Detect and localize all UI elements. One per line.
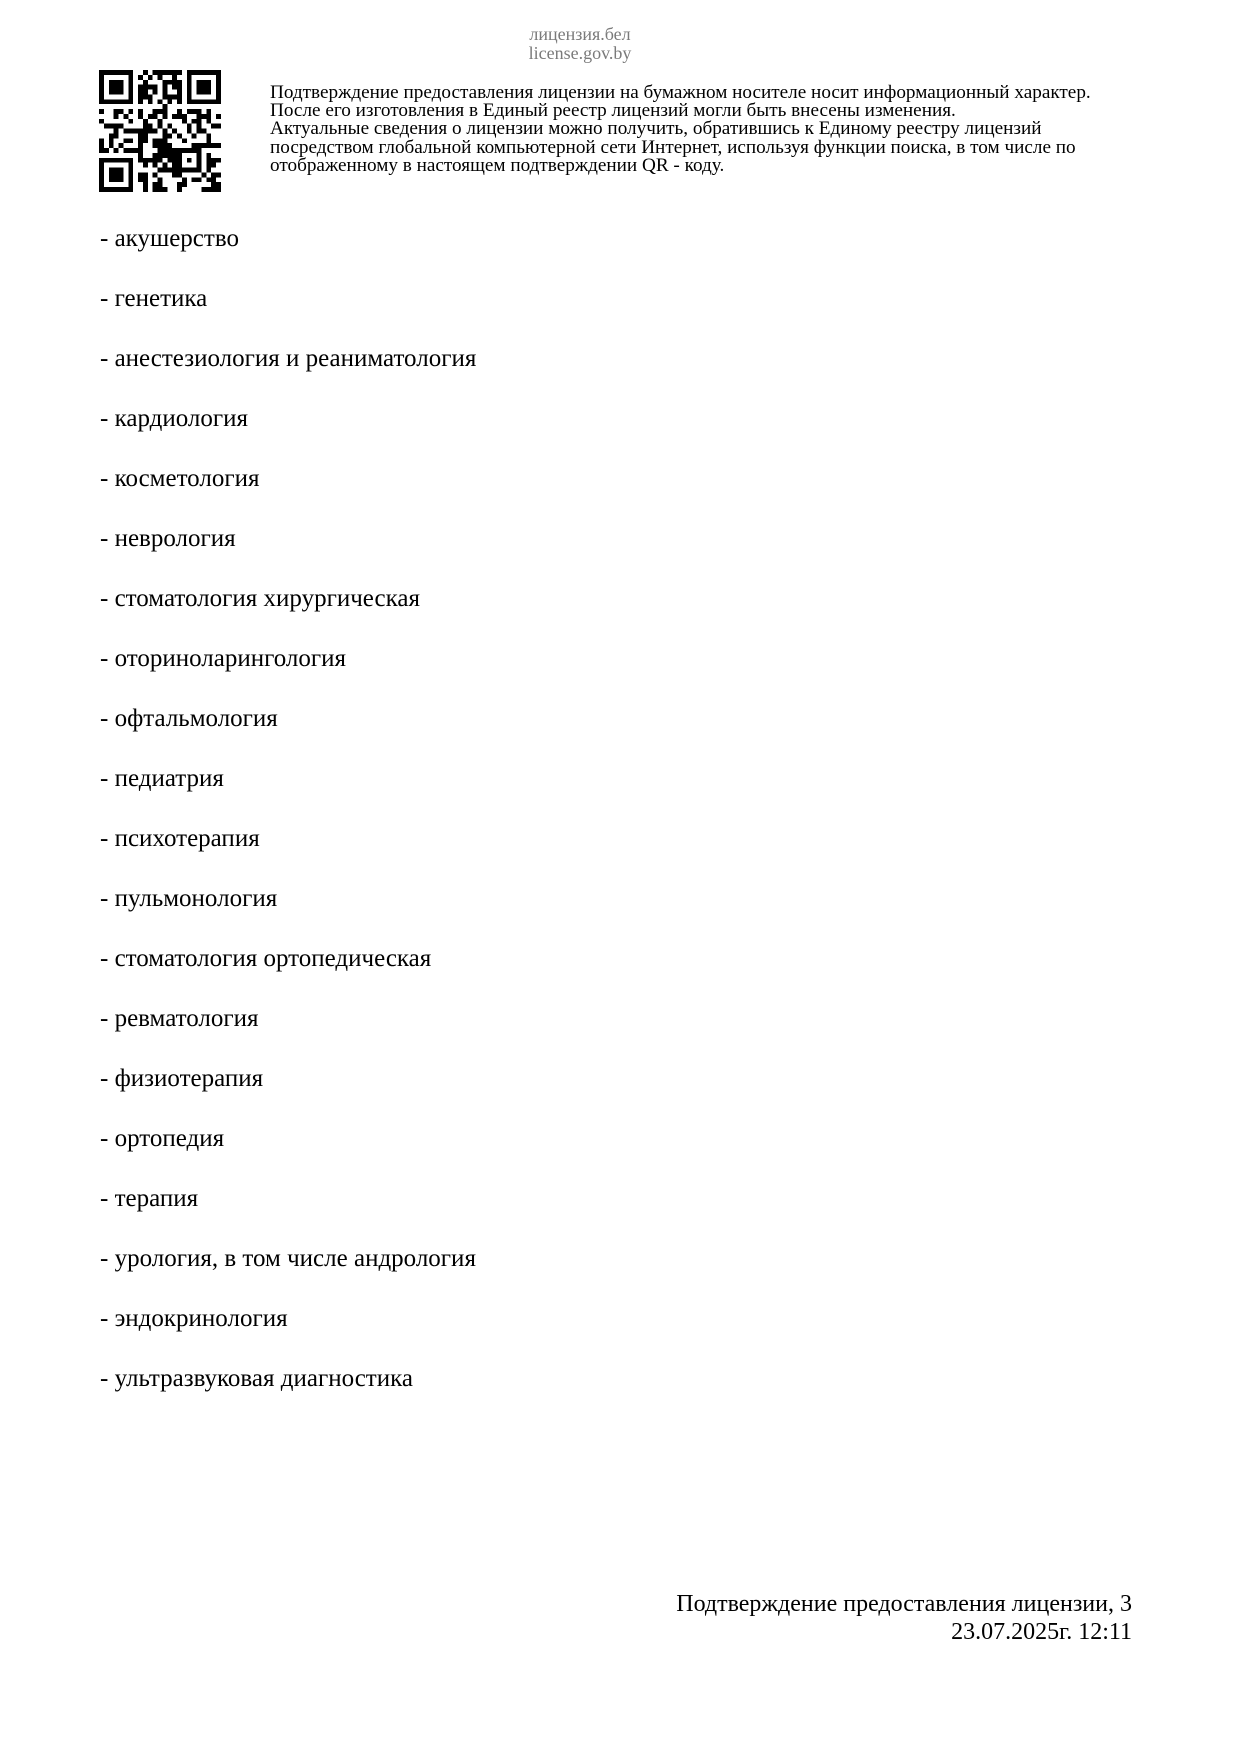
footer-document-page: Подтверждение предоставления лицензии, 3 xyxy=(676,1591,1132,1617)
list-item: - педиатрия xyxy=(100,765,224,792)
footer-datetime: 23.07.2025г. 12:11 xyxy=(951,1619,1132,1645)
specialty-list xyxy=(100,222,476,1422)
list-item: - терапия xyxy=(100,1185,199,1212)
list-item: - ультразвуковая диагностика xyxy=(100,1365,413,1392)
list-item: - анестезиология и реаниматология xyxy=(100,345,477,372)
list-item: - урология, в том числе андрология xyxy=(100,1245,476,1272)
page-footer xyxy=(676,1590,1132,1646)
list-item: - пульмонология xyxy=(100,885,278,912)
qr-code-icon xyxy=(99,70,221,192)
list-item: - стоматология хирургическая xyxy=(100,585,420,612)
list-item: - ревматология xyxy=(100,1005,259,1032)
list-item: - физиотерапия xyxy=(100,1065,264,1092)
list-item: - психотерапия xyxy=(100,825,260,852)
list-item: - оториноларингология xyxy=(100,645,347,672)
notice-line: Подтверждение предоставления лицензии на бумажном носителе носит информационный характер. xyxy=(270,82,1091,103)
list-item: - кардиология xyxy=(100,405,248,432)
notice-line: Актуальные сведения о лицензии можно получить, обратившись к Единому реестру лицензий xyxy=(270,118,1042,140)
info-notice xyxy=(270,84,1170,175)
site-header xyxy=(500,25,660,63)
notice-line: После его изготовления в Единый реестр лицензий могли быть внесены изменения. xyxy=(270,100,956,122)
list-item: - косметология xyxy=(100,465,260,492)
site-name-secondary: license.gov.by xyxy=(528,43,632,63)
list-item: - неврология xyxy=(100,525,236,552)
list-item: - стоматология ортопедическая xyxy=(100,945,432,972)
list-item: - генетика xyxy=(100,285,208,312)
list-item: - ортопедия xyxy=(100,1125,225,1152)
notice-line: отображенному в настоящем подтверждении QR - коду. xyxy=(270,154,725,176)
list-item: - эндокринология xyxy=(100,1305,288,1332)
list-item: - офтальмология xyxy=(100,705,278,732)
notice-line: посредством глобальной компьютерной сети Интернет, используя функции поиска, в том числе по xyxy=(270,136,1076,158)
list-item: - акушерство xyxy=(100,225,239,252)
site-name-primary: лицензия.бел xyxy=(529,24,631,44)
